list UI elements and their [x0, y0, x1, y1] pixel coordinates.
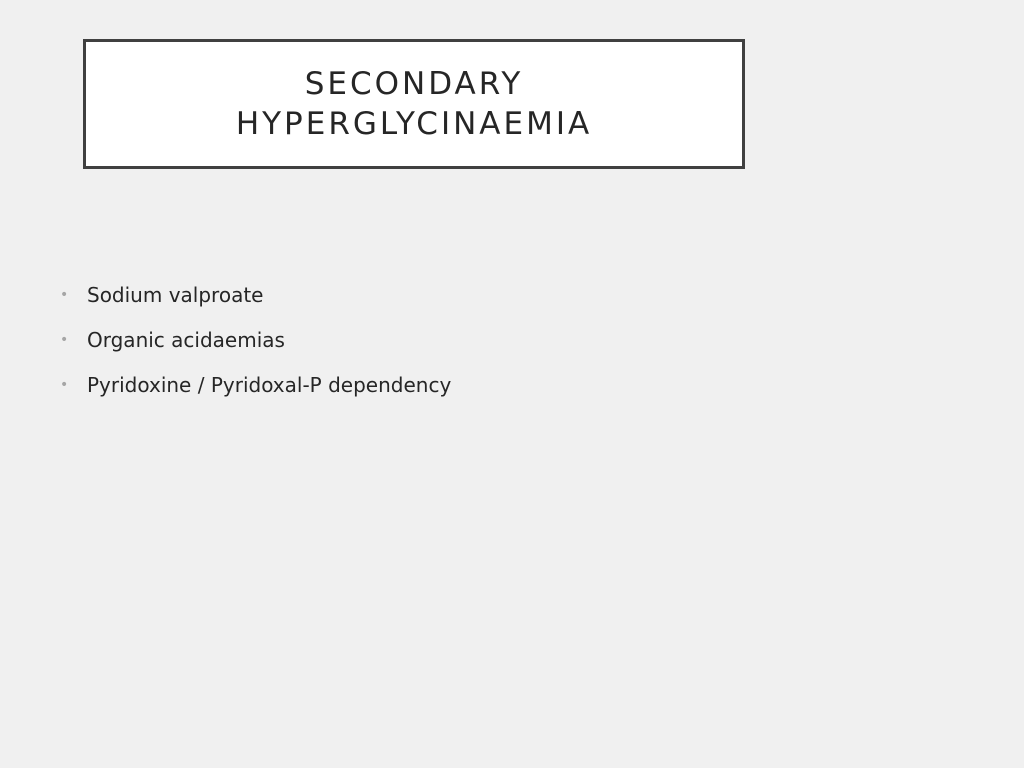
bullet-item [60, 362, 760, 407]
title-line-1: SECONDARY [304, 66, 524, 102]
bullet-list [60, 272, 760, 407]
bullet-dot-icon: • [60, 376, 69, 393]
bullet-dot-icon: • [60, 331, 69, 348]
bullet-item [60, 317, 760, 362]
bullet-text: Organic acidaemias [87, 327, 285, 352]
bullet-text: Sodium valproate [87, 282, 264, 307]
bullet-dot-icon: • [60, 286, 69, 303]
title-line-2: HYPERGLYCINAEMIA [235, 106, 593, 142]
bullet-item [60, 272, 760, 317]
title-box [83, 39, 745, 169]
bullet-text: Pyridoxine / Pyridoxal-P dependency [87, 372, 452, 397]
